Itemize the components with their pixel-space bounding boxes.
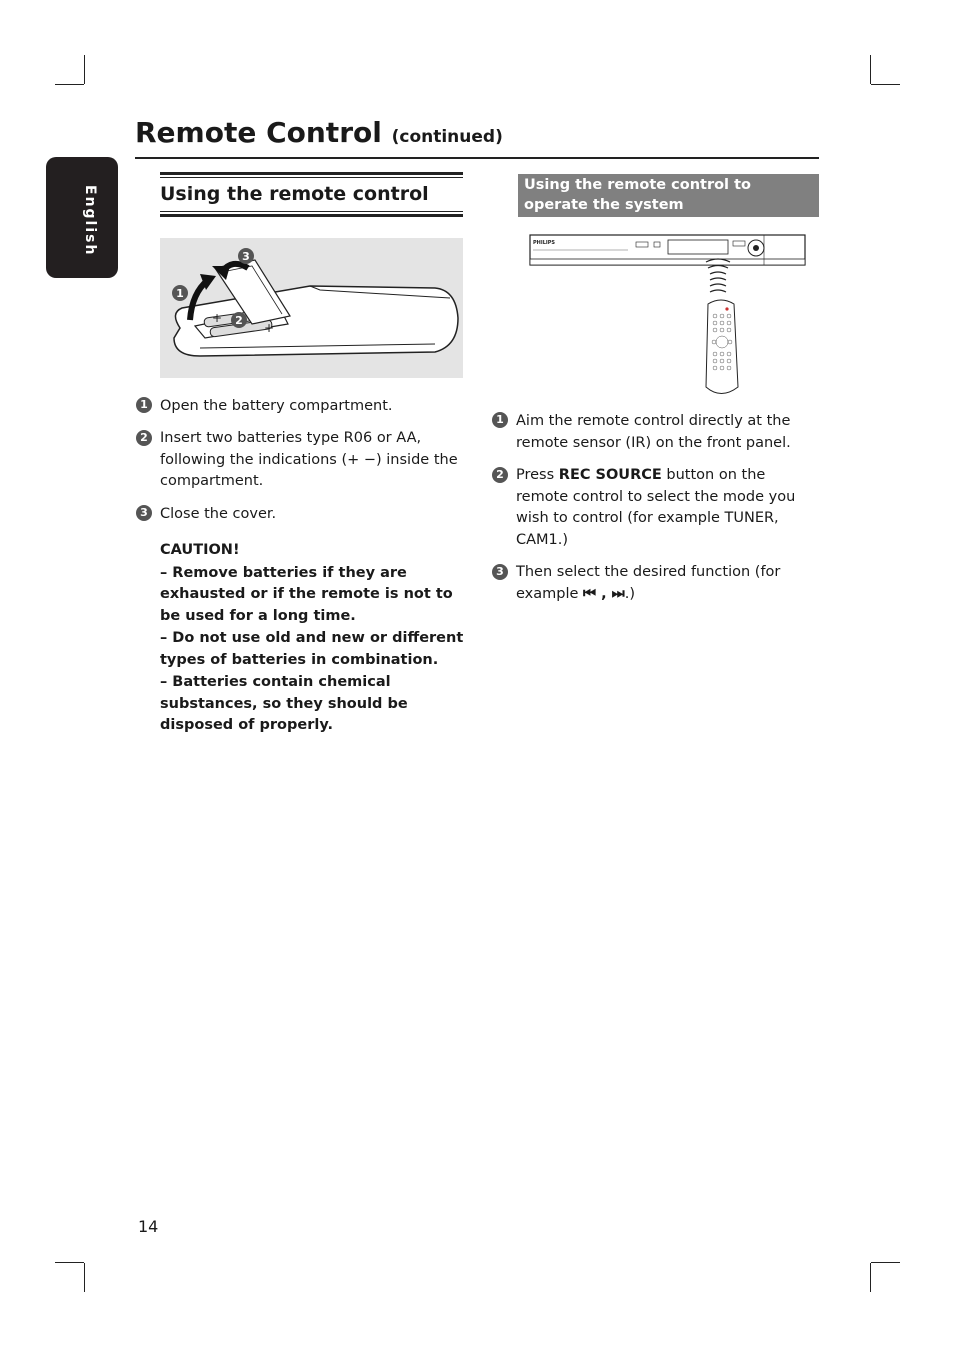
step-text-pre: Press: [516, 467, 559, 483]
figure-marker-3: 3: [242, 250, 250, 263]
section-heading-left: [160, 172, 463, 217]
section-heading-text: Using the remote control: [160, 183, 429, 205]
caution-title: CAUTION!: [160, 542, 240, 558]
caution-item: – Remove batteries if they are exhausted or if the remote is not to be used for a long time.: [160, 564, 453, 624]
crop-mark: [871, 1262, 900, 1263]
device-brand: PHILIPS: [533, 240, 556, 246]
step-text: [516, 562, 811, 605]
crop-mark: [84, 1263, 85, 1292]
step-text: [516, 465, 811, 551]
caution-item: – Batteries contain chemical substances, so they should be disposed of properly.: [160, 674, 408, 733]
step-text: Insert two batteries type R06 or AA, following the indications (+ −) inside the compartment.: [160, 430, 458, 489]
caution-block: [160, 540, 465, 738]
language-tab-label: English: [82, 185, 98, 257]
step-text: Aim the remote control directly at the remote sensor (IR) on the front panel.: [516, 413, 791, 451]
crop-mark: [84, 55, 85, 84]
page-title-suffix: (continued): [391, 127, 503, 147]
step-text-post: button on the remote control to select the mode you wish to control (for example TUNER, CAM1.): [516, 467, 796, 548]
figure-marker-1: 1: [176, 287, 184, 300]
device-illustration: [528, 232, 808, 400]
step-text-post: .): [624, 585, 636, 602]
crop-mark: [871, 84, 900, 85]
language-tab: [46, 157, 118, 278]
crop-mark: [55, 1262, 84, 1263]
page-number: 14: [138, 1217, 159, 1236]
rec-source-label: REC SOURCE: [558, 467, 662, 483]
battery-illustration: [160, 238, 463, 378]
svg-text:+: +: [212, 311, 223, 325]
page-title: [135, 116, 819, 149]
section-banner: Using the remote control to operate the system: [518, 174, 819, 217]
svg-text:+: +: [264, 321, 275, 335]
step-text-pre: Then select the desired function (for example: [516, 564, 781, 602]
page-title-text: Remote Control: [135, 116, 382, 149]
crop-mark: [870, 1263, 871, 1292]
step-text: Open the battery compartment.: [160, 398, 393, 414]
step-text: Close the cover.: [160, 506, 277, 522]
step-number: 1: [492, 412, 508, 428]
figure-marker-2: 2: [235, 314, 243, 327]
skip-buttons-label: ⏮ , ⏭: [583, 585, 625, 602]
crop-mark: [870, 55, 871, 84]
step-number: 3: [136, 505, 152, 521]
step-number: 1: [136, 397, 152, 413]
step-number: 2: [136, 430, 152, 446]
crop-mark: [55, 84, 84, 85]
step-number: 3: [492, 564, 508, 580]
title-divider: [135, 157, 819, 159]
caution-item: – Do not use old and new or different types of batteries in combination.: [160, 630, 464, 668]
step-number: 2: [492, 467, 508, 483]
